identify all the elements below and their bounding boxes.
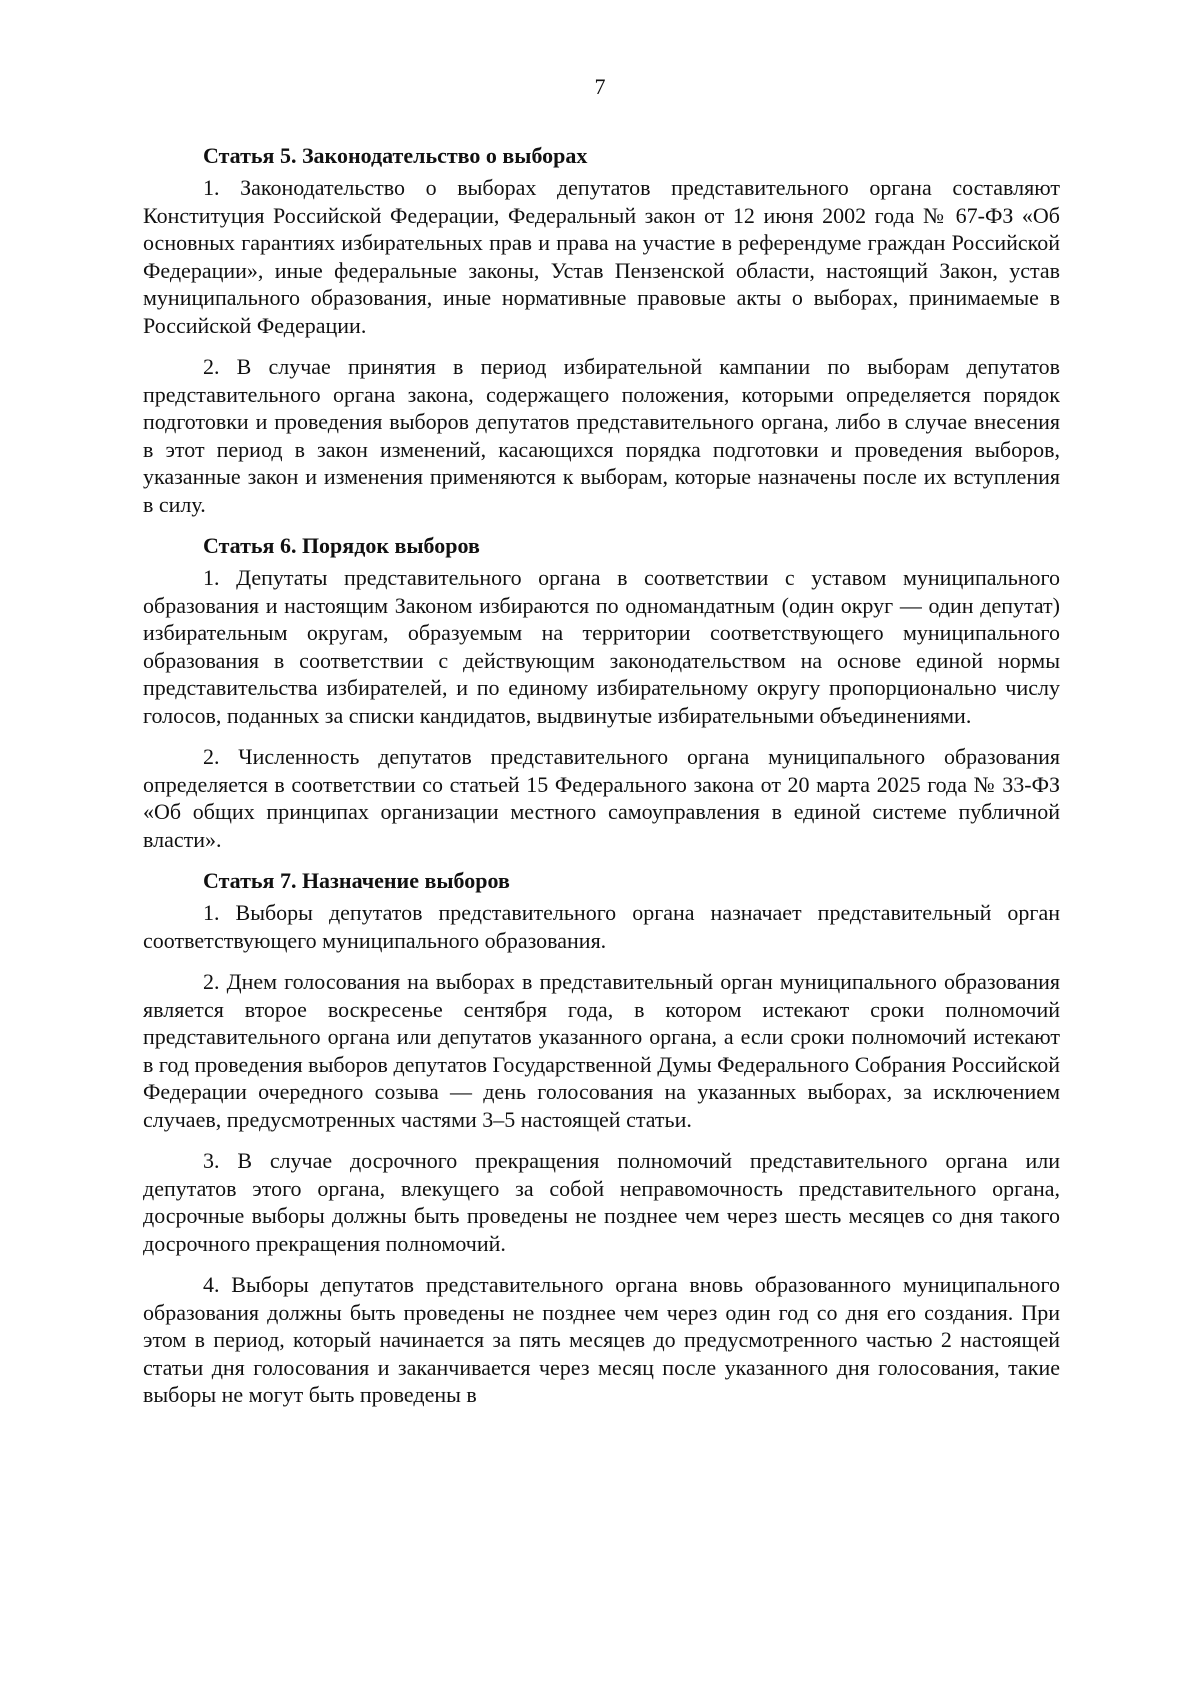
article-5 bbox=[143, 142, 1060, 518]
document-body bbox=[143, 142, 1060, 1423]
paragraph: 3. В случае досрочного прекращения полномочий представительного органа или депутатов этого органа, влекущего за собой неправомочность представительного органа, досрочные выборы должны быть проведены не позднее чем через шесть месяцев со дня такого досрочного прекращения полномочий. bbox=[143, 1148, 1060, 1256]
paragraph: 2. В случае принятия в период избирательной кампании по выборам депутатов представительного органа закона, содержащего положения, которыми определяется порядок подготовки и проведения выборов депутатов представительного органа, либо в случае внесения в этот период в закон изменений, касающихся порядка подготовки и проведения выборов, указанные закон и изменения применяются к выборам, которые назначены после их вступления в силу. bbox=[143, 354, 1060, 517]
article-title: Статья 6. Порядок выборов bbox=[203, 533, 480, 558]
article-6 bbox=[143, 532, 1060, 853]
article-title: Статья 7. Назначение выборов bbox=[203, 868, 510, 893]
article-title: Статья 5. Законодательство о выборах bbox=[203, 143, 588, 168]
paragraph: 2. Днем голосования на выборах в представительный орган муниципального образования является второе воскресенье сентября года, в котором истекают сроки полномочий представительного органа или депутатов указанного органа, а если сроки полномочий истекают в год проведения выборов депутатов Государственной Думы Федерального Собрания Российской Федерации очередного созыва — день голосования на указанных выборах, за исключением случаев, предусмотренных частями 3–5 настоящей статьи. bbox=[143, 969, 1060, 1132]
paragraph: 1. Законодательство о выборах депутатов представительного органа составляют Конституция Российской Федерации, Федеральный закон от 12 июня 2002 года № 67-ФЗ «Об основных гарантиях избирательных прав и права на участие в референдуме граждан Российской Федерации», иные федеральные законы, Устав Пензенской области, настоящий Закон, устав муниципального образования, иные нормативные правовые акты о выборах, принимаемые в Российской Федерации. bbox=[143, 175, 1060, 338]
article-7 bbox=[143, 867, 1060, 1409]
page-number: 7 bbox=[594, 74, 606, 99]
paragraph: 1. Депутаты представительного органа в соответствии с уставом муниципального образования и настоящим Законом избираются по одномандатным (один округ — один депутат) избирательным округам, образуемым на территории соответствующего муниципального образования в соответствии с действующим законодательством на основе единой нормы представительства избирателей, и по единому избирательному округу пропорционально числу голосов, поданных за списки кандидатов, выдвинутые избирательными объединениями. bbox=[143, 565, 1060, 728]
paragraph: 4. Выборы депутатов представительного органа вновь образованного муниципального образования должны быть проведены не позднее чем через один год со дня его создания. При этом в период, который начинается за пять месяцев до предусмотренного частью 2 настоящей статьи дня голосования и заканчивается через месяц после указанного дня голосования, такие выборы не могут быть проведены в bbox=[143, 1272, 1060, 1407]
paragraph: 1. Выборы депутатов представительного органа назначает представительный орган соответствующего муниципального образования. bbox=[143, 900, 1060, 953]
paragraph: 2. Численность депутатов представительного органа муниципального образования определяется в соответствии со статьей 15 Федерального закона от 20 марта 2025 года № 33-ФЗ «Об общих принципах организации местного самоуправления в единой системе публичной власти». bbox=[143, 744, 1060, 852]
